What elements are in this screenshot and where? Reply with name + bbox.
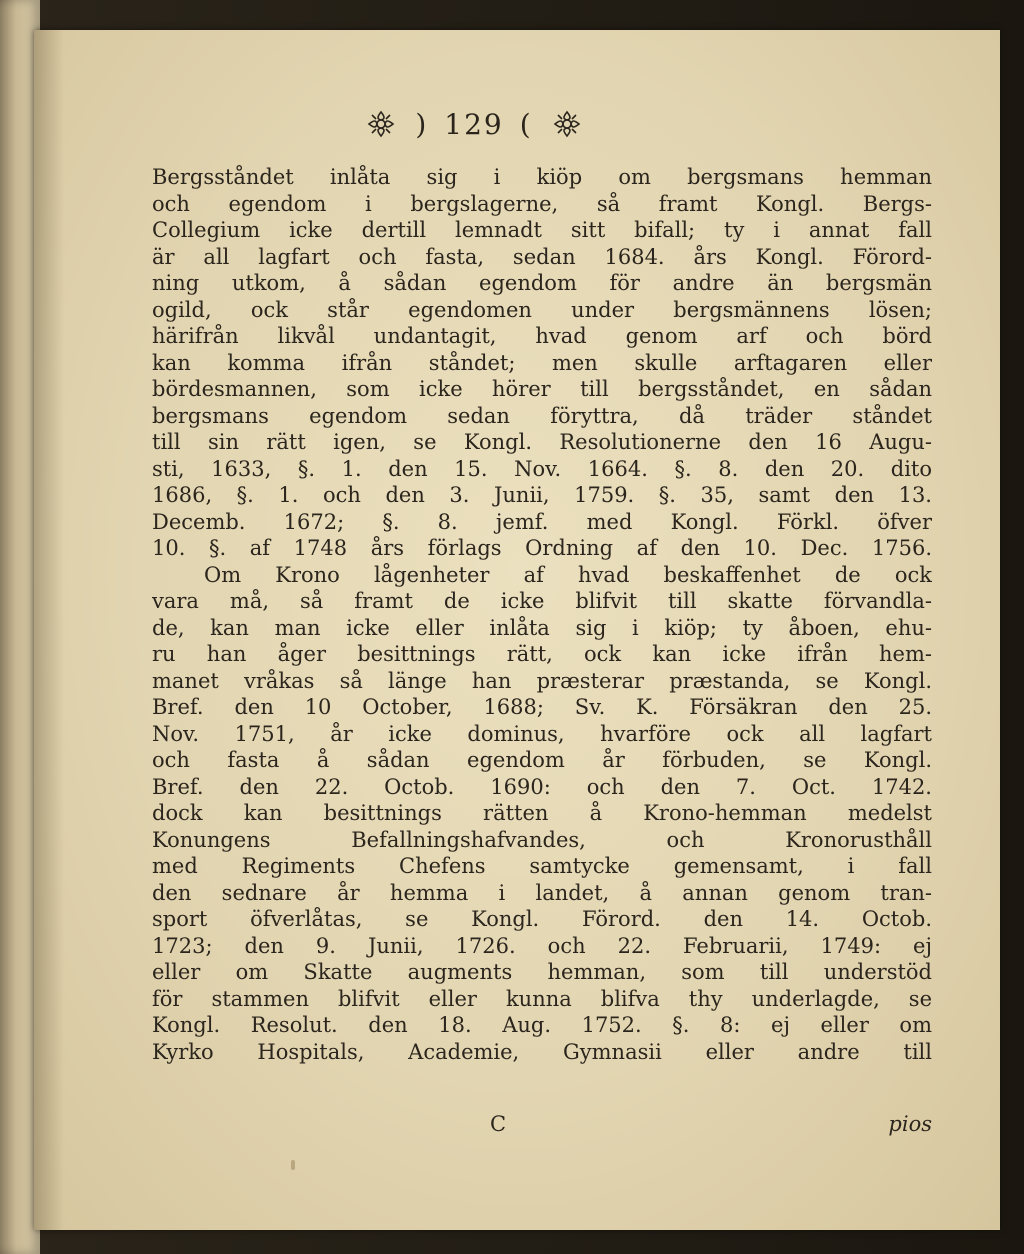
- text-line: sti, 1633, §. 1. den 15. Nov. 1664. §. 8. den 20. dito: [152, 456, 932, 481]
- printer-flower-ornament-icon: [367, 110, 395, 138]
- text-line: kan komma ifrån ståndet; men skulle arftagaren eller: [152, 350, 932, 375]
- page-footer: [152, 1112, 932, 1140]
- signature-mark: C: [490, 1112, 507, 1136]
- text-line: härifrån likvål undantagit, hvad genom arf och börd: [152, 324, 932, 348]
- text-line: 10. §. af 1748 års förlags Ordning af den 10. Dec. 1756.: [152, 536, 932, 560]
- text-line: manet vråkas så länge han præsterar præstanda, se Kongl.: [152, 668, 932, 693]
- text-line: för stammen blifvit eller kunna blifva thy underlagde, se: [152, 986, 932, 1011]
- text-line: Decemb. 1672; §. 8. jemf. med Kongl. Förkl. öfver: [152, 509, 932, 534]
- body-text: [152, 164, 932, 1065]
- text-line: ogild, ock står egendomen under bergsmännens lösen;: [152, 297, 932, 322]
- text-line: Kongl. Resolut. den 18. Aug. 1752. §. 8: ej eller om: [152, 1013, 932, 1037]
- text-line: 1723; den 9. Junii, 1726. och 22. Februarii, 1749: ej: [152, 933, 932, 958]
- text-line: Bref. den 10 October, 1688; Sv. K. Försäkran den 25.: [152, 695, 932, 719]
- text-line: bergsmans egendom sedan föryttra, då träder ståndet: [152, 403, 932, 428]
- text-line: Bergsståndet inlåta sig i kiöp om bergsmans hemman: [152, 165, 932, 189]
- text-line: Nov. 1751, år icke dominus, hvarföre ock all lagfart: [152, 721, 932, 746]
- text-line: vara må, så framt de icke blifvit till skatte förvandla-: [152, 589, 932, 613]
- header-right-paren: (: [519, 107, 533, 141]
- text-line: med Regiments Chefens samtycke gemensamt, i fall: [152, 854, 932, 878]
- paper-blemish: [291, 1160, 295, 1170]
- text-line: bördesmannen, som icke hörer till bergsståndet, en sådan: [152, 377, 932, 401]
- text-line: de, kan man icke eller inlåta sig i kiöp; ty åboen, ehu-: [152, 615, 932, 640]
- book-page: [34, 30, 1000, 1230]
- text-line: är all lagfart och fasta, sedan 1684. års Kongl. Förord-: [152, 244, 932, 269]
- text-line: och fasta å sådan egendom år förbuden, se Kongl.: [152, 748, 932, 772]
- text-line: och egendom i bergslagerne, så framt Kongl. Bergs-: [152, 191, 932, 216]
- header-left-paren: ): [415, 107, 429, 141]
- text-line: den sednare år hemma i landet, å annan genom tran-: [152, 880, 932, 905]
- text-line: sport öfverlåtas, se Kongl. Förord. den 14. Octob.: [152, 907, 932, 931]
- text-line: 1686, §. 1. och den 3. Junii, 1759. §. 35, samt den 13.: [152, 483, 932, 507]
- printer-flower-ornament-icon: [553, 110, 581, 138]
- paragraph-start-line: Om Krono lågenheter af hvad beskaffenhet de ock: [204, 562, 932, 587]
- text-line: Bref. den 22. Octob. 1690: och den 7. Oct. 1742.: [152, 774, 932, 799]
- text-line: Kyrko Hospitals, Academie, Gymnasii eller andre till: [152, 1039, 932, 1064]
- catchword: pios: [888, 1112, 932, 1136]
- text-line: ru han åger besittnings rätt, ock kan icke ifrån hem-: [152, 642, 932, 666]
- text-line: Konungens Befallningshafvandes, och Kronorusthåll: [152, 827, 932, 852]
- text-line: Collegium icke dertill lemnadt sitt bifall; ty i annat fall: [152, 218, 932, 242]
- text-line: ning utkom, å sådan egendom för andre än bergsmän: [152, 271, 932, 295]
- page-gutter-shadow: [34, 30, 64, 1230]
- text-line: eller om Skatte augments hemman, som till understöd: [152, 960, 932, 984]
- text-line: dock kan besittnings rätten å Krono-hemman medelst: [152, 801, 932, 825]
- page-header: [274, 104, 674, 144]
- text-line: till sin rätt igen, se Kongl. Resolutionerne den 16 Augu-: [152, 430, 932, 454]
- page-number: 129: [444, 107, 504, 141]
